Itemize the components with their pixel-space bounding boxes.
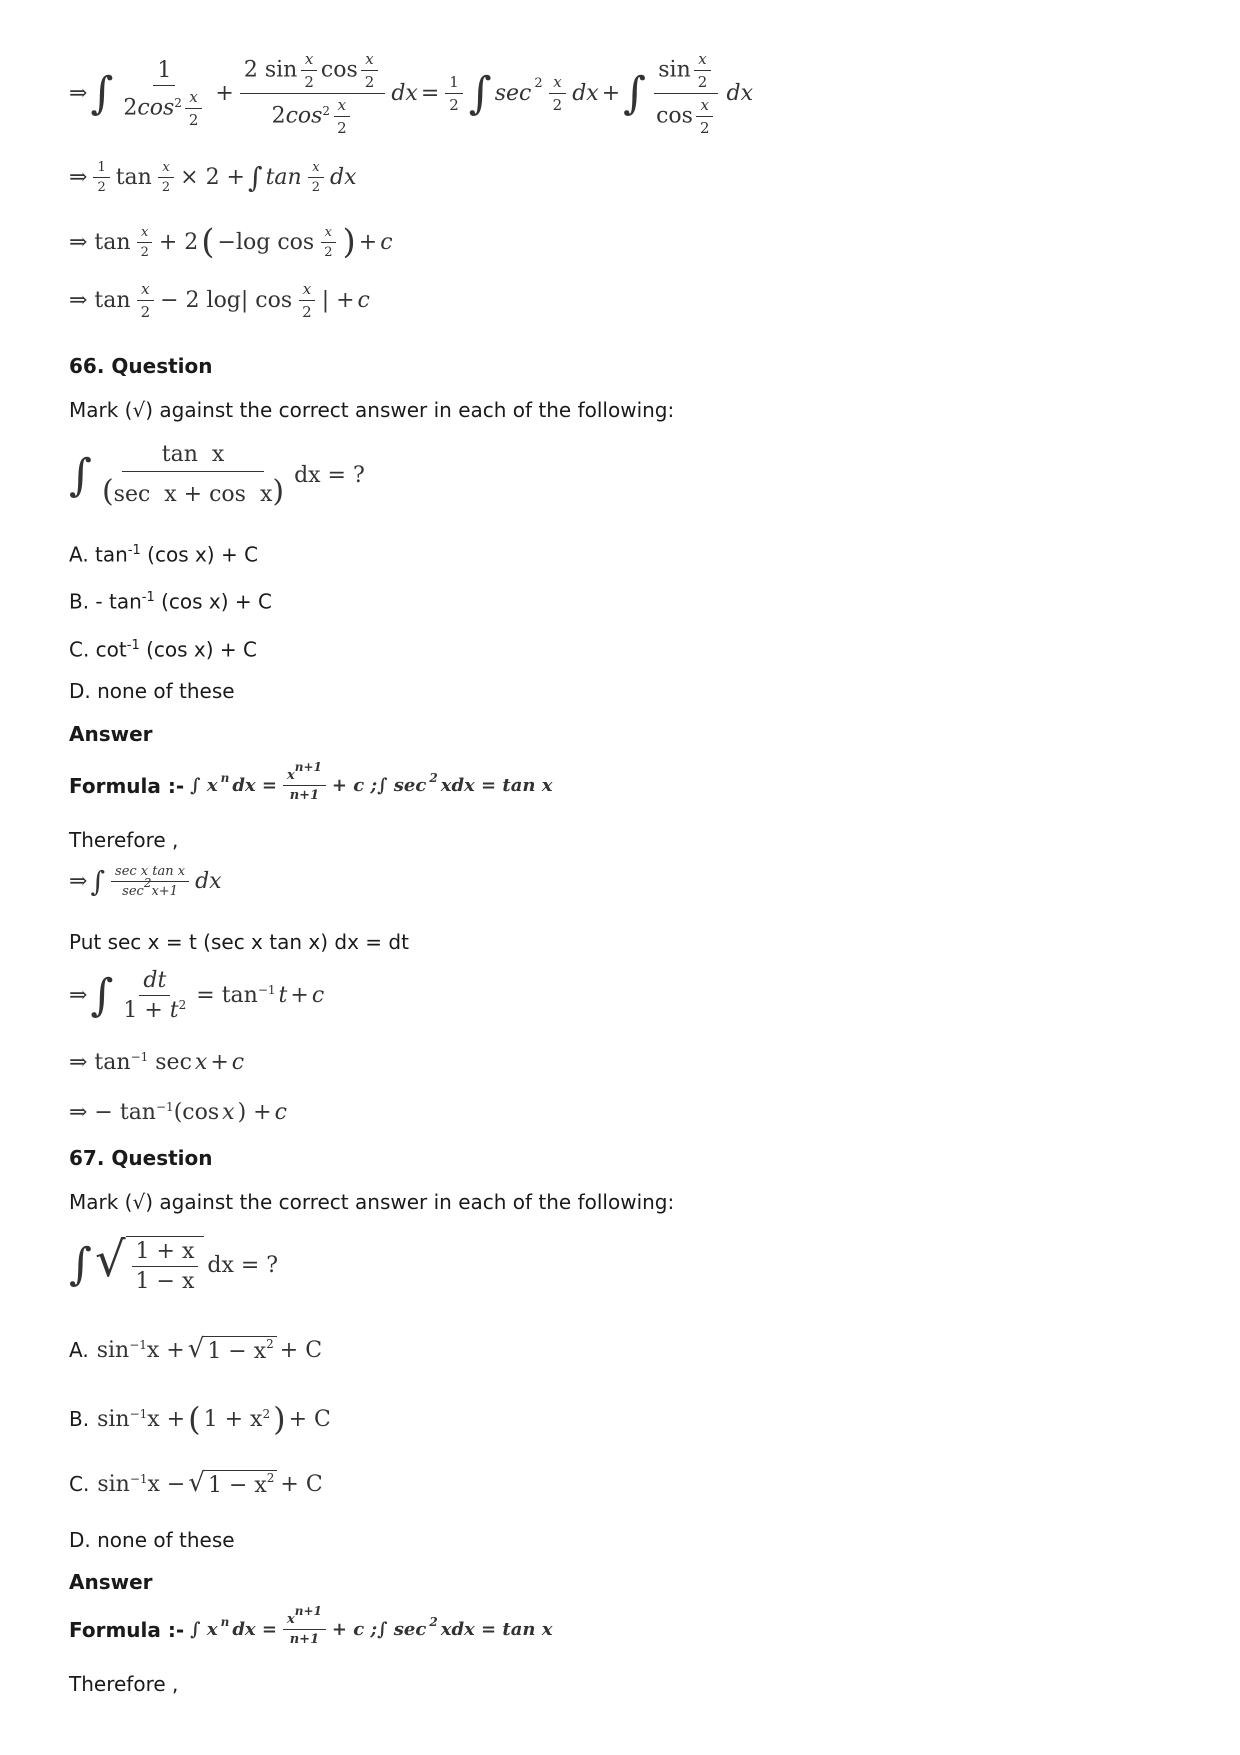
q67-option-a[interactable]: A. $\sin^{-1}x$ + √ 1 − x 2 + C [69, 1334, 323, 1364]
q67-formula: Formula :- ∫ x n dx = $\frac{xn+1}{n+1}$ + c ;∫ sec 2 xdx = tan x [69, 1604, 553, 1647]
q66-step-3: ⇒ $\tan^{-1} \sec$ x + c [69, 1050, 245, 1075]
q66-heading: 66. Question [69, 354, 213, 378]
q67-heading: 67. Question [69, 1146, 213, 1170]
q67-option-d[interactable]: D. none of these [69, 1528, 235, 1552]
q66-step-2: ⇒ ∫ $\frac{dt}{1 + t^2}$ = $\tan^{-1}$ t + c [69, 968, 325, 1023]
q66-formula: Formula :- ∫ x n dx = $\frac{xn+1}{n+1}$ + c ;∫ sec 2 xdx = tan x [69, 760, 553, 803]
q66-step-4: ⇒ − $\tan^{-1}(\cos$ x ) + c [69, 1100, 287, 1125]
q66-option-a[interactable]: A. $\tan^{-1} (\cos$ x) + C [69, 542, 259, 567]
q67-integral: ∫ √ $\frac{1 + x}{1 - x}$ dx = ? [69, 1232, 279, 1294]
q66-answer-label: Answer [69, 722, 153, 746]
q66-substitution: Put sec x = t (sec x tan x) dx = dt [69, 930, 409, 954]
q66-therefore: Therefore , [69, 828, 179, 852]
q67-answer-label: Answer [69, 1570, 153, 1594]
q66-option-c[interactable]: C. $\cot^{-1} (\cos$ x) + C [69, 637, 257, 662]
q66-option-d[interactable]: D. none of these [69, 679, 235, 703]
math-line-2: ⇒ $\frac{1}{2}$ tan $\frac{x}{2}$ × 2 + ∫ tan $\frac{x}{2}$ dx [69, 160, 357, 195]
q66-integral: ∫ $\frac{\text{tan x}}{\text{(sec x + cos x)}}$ dx = ? [69, 442, 365, 509]
math-line-3: ⇒ tan $\frac{x}{2}$ + 2 ( −log cos $\frac{x}{2}$ ) + c [69, 222, 393, 262]
q66-option-b[interactable]: B. - $\tan^{-1} (\cos$ x) + C [69, 589, 273, 614]
q67-option-b[interactable]: B. $\sin^{-1}x$ + ( $1 + x^2$ ) + C [69, 1400, 331, 1438]
q67-therefore: Therefore , [69, 1672, 179, 1696]
math-line-1: ⇒ ∫ 1 $2\cos^2$ $\frac{x}{2}$ + 2 sin $\frac{x}{2}$ cos $\frac{x}{2}$ $2\cos^2$ $\frac{x}{2}$ dx = $\frac{1}{2}$ ∫ sec 2 $\frac{x}{2}$ dx + ∫ sin $\frac{x}{2}$ cos $\frac{x}{2}$ dx [69, 50, 753, 137]
q66-instruction: Mark (√) against the correct answer in each of the following: [69, 398, 675, 422]
q66-step-1: ⇒ ∫ $\frac{\text{sec x tan x}}{\sec 2x+1}$ dx [69, 864, 222, 899]
q67-option-c[interactable]: C. $\sin^{-1}x$ − √ 1 − x 2 + C [69, 1468, 323, 1498]
math-line-4: ⇒ tan $\frac{x}{2}$ − 2 log| cos $\frac{x}{2}$ | + c [69, 280, 370, 321]
q67-instruction: Mark (√) against the correct answer in each of the following: [69, 1190, 675, 1214]
